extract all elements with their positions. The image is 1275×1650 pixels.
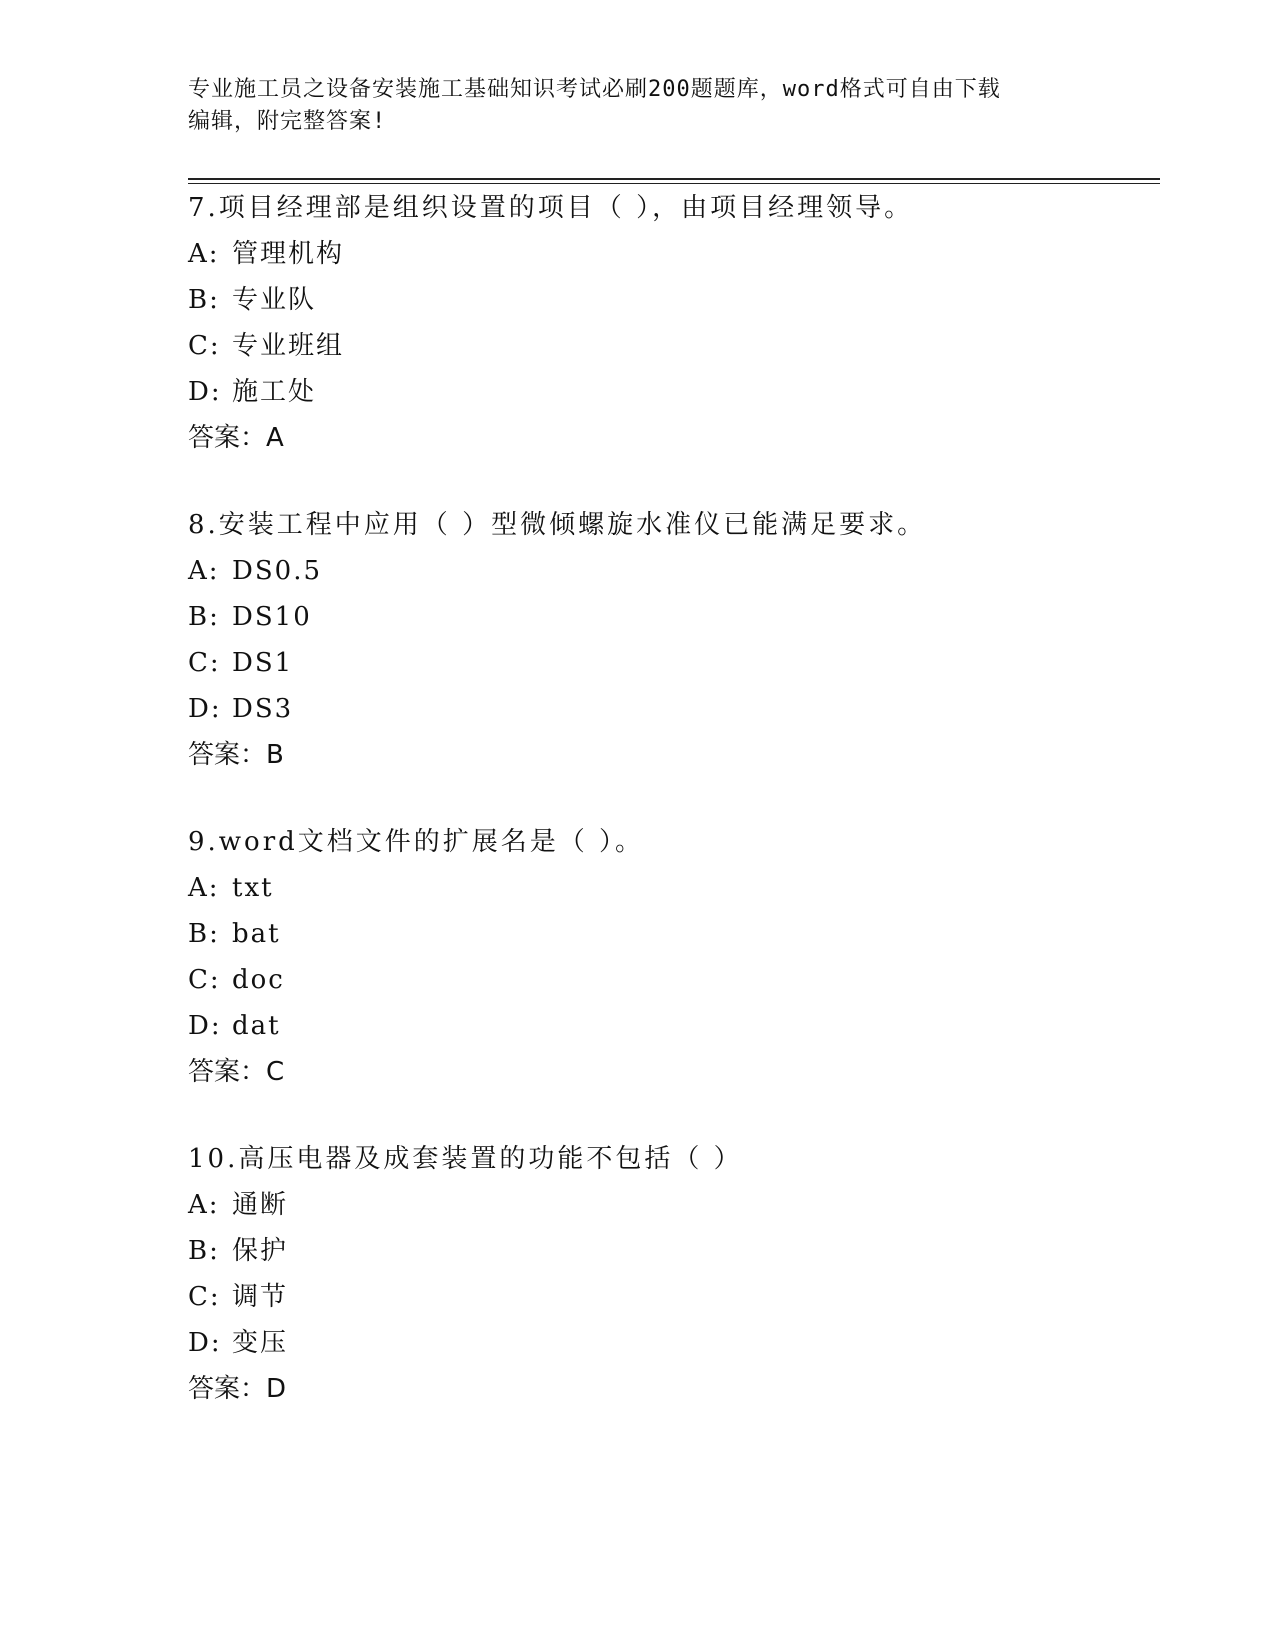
option-letter: B:: [188, 1236, 220, 1266]
option-a: [188, 231, 1168, 277]
header-line-1: 专业施工员之设备安装施工基础知识考试必刷200题题库，word格式可自由下载: [188, 77, 1001, 102]
option-d: [188, 1320, 1168, 1366]
option-letter: C:: [188, 648, 221, 678]
option-d: [188, 686, 1168, 732]
header-divider-thin: [188, 183, 1160, 184]
option-c: [188, 323, 1168, 369]
option-text: DS3: [232, 694, 294, 724]
question-text: 7.项目经理部是组织设置的项目（ ），由项目经理领导。: [188, 193, 914, 223]
question-text: 8.安装工程中应用（ ）型微倾螺旋水准仪已能满足要求。: [188, 510, 927, 540]
option-letter: A:: [188, 556, 220, 586]
question-block: [188, 1136, 1168, 1412]
option-text: 通断: [232, 1190, 289, 1220]
answer-line: 答案：A: [188, 423, 284, 453]
option-text: bat: [232, 919, 281, 949]
answer-line: 答案：D: [188, 1374, 287, 1404]
option-c: [188, 1274, 1168, 1320]
option-d: [188, 369, 1168, 415]
option-b: [188, 277, 1168, 323]
question-text: 10.高压电器及成套装置的功能不包括（ ）: [188, 1144, 743, 1174]
option-c: [188, 957, 1168, 1003]
option-text: 专业班组: [232, 331, 345, 361]
option-letter: B:: [188, 602, 220, 632]
option-letter: C:: [188, 1282, 221, 1312]
option-letter: C:: [188, 965, 221, 995]
question-block: [188, 819, 1168, 1095]
question-text: 9.word文档文件的扩展名是（ ）。: [188, 827, 645, 857]
option-a: [188, 1182, 1168, 1228]
option-b: [188, 1228, 1168, 1274]
option-d: [188, 1003, 1168, 1049]
answer-line: 答案：C: [188, 1057, 285, 1087]
option-a: [188, 865, 1168, 911]
option-b: [188, 911, 1168, 957]
answer-line: 答案：B: [188, 740, 284, 770]
option-letter: A:: [188, 1190, 220, 1220]
option-letter: D:: [188, 1011, 222, 1041]
option-text: 变压: [232, 1328, 289, 1358]
header-divider-thick: [188, 178, 1160, 180]
option-letter: D:: [188, 694, 222, 724]
option-letter: C:: [188, 331, 221, 361]
option-c: [188, 640, 1168, 686]
option-text: dat: [232, 1011, 281, 1041]
header-line-2: 编辑，附完整答案!: [188, 109, 387, 134]
option-text: DS1: [232, 648, 294, 678]
option-text: DS0.5: [232, 556, 323, 586]
option-letter: A:: [188, 873, 220, 903]
option-text: doc: [232, 965, 285, 995]
option-text: 施工处: [232, 377, 317, 407]
option-text: 调节: [232, 1282, 289, 1312]
option-letter: D:: [188, 377, 222, 407]
option-b: [188, 594, 1168, 640]
option-letter: B:: [188, 919, 220, 949]
option-letter: A:: [188, 239, 220, 269]
question-block: [188, 185, 1168, 461]
option-text: DS10: [232, 602, 312, 632]
option-text: 保护: [232, 1236, 289, 1266]
option-text: txt: [232, 873, 274, 903]
document-header: [188, 74, 1078, 138]
option-letter: B:: [188, 285, 220, 315]
option-text: 专业队: [232, 285, 317, 315]
option-text: 管理机构: [232, 239, 345, 269]
option-a: [188, 548, 1168, 594]
option-letter: D:: [188, 1328, 222, 1358]
question-block: [188, 502, 1168, 778]
